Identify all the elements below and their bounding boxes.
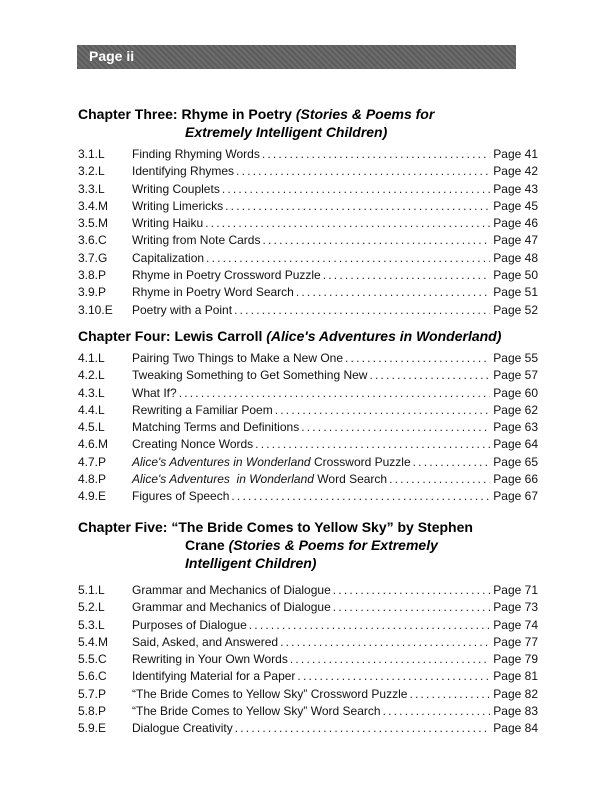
entry-code: 5.1.L	[78, 583, 105, 597]
entry-title: Identifying Material for a Paper	[132, 669, 296, 684]
entry-title	[132, 471, 387, 488]
chapter-title-line1: Chapter Five: “The Bride Comes to Yellow Sky” by Stephen	[78, 519, 473, 535]
entry-title: Writing Haiku	[132, 216, 204, 231]
page-label: Page ii	[89, 48, 135, 64]
toc-entry[interactable]	[78, 250, 538, 267]
toc-entry[interactable]	[78, 617, 538, 634]
chapter-title	[78, 518, 538, 572]
entry-title: Dialogue Creativity	[132, 721, 233, 736]
entry-page: Page 50	[493, 268, 538, 283]
dot-leader	[262, 146, 490, 163]
entry-page: Page 51	[493, 285, 538, 300]
chapter-title	[78, 105, 538, 141]
entry-title: Rhyme in Poetry Crossword Puzzle	[132, 268, 321, 283]
entry-page: Page 43	[493, 181, 538, 196]
entry-title: Rewriting a Familiar Poem	[132, 402, 273, 417]
chapter-title-italic: (Stories & Poems for	[295, 106, 435, 122]
toc-entry[interactable]	[78, 651, 538, 668]
chapter-title	[78, 327, 538, 345]
entry-page: Page 83	[493, 704, 538, 719]
dot-leader	[345, 350, 490, 367]
entry-code: 3.10.E	[78, 302, 113, 317]
toc-list	[78, 146, 538, 319]
dot-leader	[409, 686, 490, 703]
toc-entry[interactable]	[78, 720, 538, 737]
entry-code: 4.9.E	[78, 489, 107, 504]
toc-entry[interactable]	[78, 232, 538, 249]
entry-page: Page 45	[493, 198, 538, 213]
entry-page: Page 77	[493, 634, 538, 649]
entry-page: Page 52	[493, 302, 538, 317]
chapter-title-lead: Chapter Four: Lewis Carroll	[78, 328, 267, 344]
dot-leader	[413, 454, 491, 471]
dot-leader	[323, 267, 491, 284]
toc-entry[interactable]	[78, 419, 538, 436]
entry-code: 5.9.E	[78, 721, 107, 736]
toc-entry[interactable]	[78, 599, 538, 616]
entry-title: Poetry with a Point	[132, 302, 233, 317]
toc-entry[interactable]	[78, 215, 538, 232]
entry-title: Said, Asked, and Answered	[132, 634, 279, 649]
chapter-title-line3: Intelligent Children)	[185, 555, 317, 571]
entry-code: 5.6.C	[78, 669, 107, 684]
entry-title: Matching Terms and Definitions	[132, 420, 300, 435]
entry-title: Rhyme in Poetry Word Search	[132, 285, 294, 300]
entry-code: 4.1.L	[78, 351, 105, 365]
dot-leader	[296, 284, 490, 301]
entry-title-rest: Crossword Puzzle	[310, 454, 411, 469]
dot-leader	[231, 488, 490, 505]
entry-code: 3.1.L	[78, 147, 105, 161]
entry-title-rest: Word Search	[313, 472, 388, 487]
entry-title: What If?	[132, 385, 177, 400]
entry-title: Tweaking Something to Get Something New	[132, 368, 368, 383]
dot-leader	[236, 163, 490, 180]
entry-page: Page 74	[493, 617, 538, 632]
entry-code: 3.6.C	[78, 233, 107, 248]
chapter-title-italic: (Alice's Adventures in Wonderland)	[266, 328, 502, 344]
toc-entry[interactable]	[78, 471, 538, 488]
entry-code: 5.4.M	[78, 634, 109, 649]
entry-code: 4.6.M	[78, 437, 109, 452]
entry-title: Grammar and Mechanics of Dialogue	[132, 600, 331, 615]
entry-title-italic: Alice's Adventures in Wonderland	[132, 454, 311, 469]
entry-page: Page 71	[493, 583, 538, 597]
entry-page: Page 65	[493, 454, 538, 469]
dot-leader	[297, 668, 490, 685]
entry-page: Page 82	[493, 686, 538, 701]
entry-page: Page 73	[493, 600, 538, 615]
entry-title: Finding Rhyming Words	[132, 147, 260, 161]
entry-code: 3.2.L	[78, 164, 105, 179]
chapter-four	[78, 327, 538, 506]
toc-entry[interactable]	[78, 454, 538, 471]
entry-page: Page 57	[493, 368, 538, 383]
entry-title-italic: Alice's Adventures in Wonderland	[132, 472, 314, 487]
toc-entry[interactable]	[78, 350, 538, 367]
chapter-three	[78, 105, 538, 319]
entry-code: 4.5.L	[78, 420, 105, 435]
entry-title: Figures of Speech	[132, 489, 230, 504]
entry-title: Pairing Two Things to Make a New One	[132, 351, 343, 365]
chapter-five	[78, 518, 538, 738]
dot-leader	[333, 582, 491, 599]
dot-leader	[369, 367, 490, 384]
entry-title: Creating Nonce Words	[132, 437, 254, 452]
entry-page: Page 64	[493, 437, 538, 452]
chapter-title-lead: Chapter Three: Rhyme in Poetry	[78, 106, 296, 122]
dot-leader	[275, 402, 491, 419]
dot-leader	[249, 617, 491, 634]
entry-title: “The Bride Comes to Yellow Sky” Word Search	[132, 704, 381, 719]
toc-entry[interactable]	[78, 402, 538, 419]
toc-entry[interactable]	[78, 436, 538, 453]
entry-title: Writing Couplets	[132, 181, 220, 196]
entry-code: 5.3.L	[78, 617, 105, 632]
toc-entry[interactable]	[78, 686, 538, 703]
entry-page: Page 41	[493, 147, 538, 161]
dot-leader	[255, 436, 490, 453]
entry-page: Page 47	[493, 233, 538, 248]
toc-entry[interactable]	[78, 284, 538, 301]
dot-leader	[222, 181, 490, 198]
entry-page: Page 79	[493, 652, 538, 667]
toc-list	[78, 350, 538, 506]
entry-code: 4.7.P	[78, 454, 107, 469]
entry-page: Page 62	[493, 402, 538, 417]
entry-page: Page 63	[493, 420, 538, 435]
dot-leader	[179, 385, 491, 402]
chapter-title-line2	[78, 536, 538, 554]
entry-page: Page 46	[493, 216, 538, 231]
toc-entry[interactable]	[78, 181, 538, 198]
dot-leader	[262, 232, 490, 249]
toc-entry[interactable]	[78, 146, 538, 163]
dot-leader	[280, 634, 490, 651]
toc-entry[interactable]	[78, 163, 538, 180]
dot-leader	[290, 651, 490, 668]
entry-title: Grammar and Mechanics of Dialogue	[132, 583, 331, 597]
entry-title: Capitalization	[132, 250, 205, 265]
toc-entry[interactable]	[78, 488, 538, 505]
entry-page: Page 84	[493, 721, 538, 736]
toc-entry[interactable]	[78, 198, 538, 215]
entry-page: Page 60	[493, 385, 538, 400]
entry-code: 3.4.M	[78, 198, 109, 213]
toc-entry[interactable]	[78, 582, 538, 599]
entry-code: 5.5.C	[78, 652, 107, 667]
entry-code: 5.8.P	[78, 704, 107, 719]
dot-leader	[235, 720, 491, 737]
entry-title: Rewriting in Your Own Words	[132, 652, 288, 667]
dot-leader	[333, 599, 491, 616]
toc-entry[interactable]	[78, 267, 538, 284]
dot-leader	[383, 703, 491, 720]
entry-code: 5.2.L	[78, 600, 105, 615]
dot-leader	[301, 419, 490, 436]
toc-entry[interactable]	[78, 703, 538, 720]
entry-code: 3.3.L	[78, 181, 105, 196]
entry-title: Identifying Rhymes	[132, 164, 235, 179]
entry-code: 3.7.G	[78, 250, 108, 265]
toc-entry[interactable]	[78, 668, 538, 685]
entry-title	[132, 454, 411, 471]
entry-page: Page 48	[493, 250, 538, 265]
chapter-title-line2-plain: Crane	[185, 537, 229, 553]
page-header-bar	[77, 45, 516, 69]
dot-leader	[234, 302, 490, 319]
dot-leader	[225, 198, 490, 215]
chapter-title-italic-line2: Extremely Intelligent Children)	[185, 124, 388, 140]
entry-page: Page 55	[493, 351, 538, 365]
toc-list	[78, 582, 538, 738]
dot-leader	[206, 250, 490, 267]
entry-title: “The Bride Comes to Yellow Sky” Crossword Puzzle	[132, 686, 408, 701]
chapter-title-line2-italic: (Stories & Poems for Extremely	[228, 537, 438, 553]
entry-code: 5.7.P	[78, 686, 107, 701]
entry-title: Purposes of Dialogue	[132, 617, 247, 632]
entry-code: 3.9.P	[78, 285, 107, 300]
entry-title: Writing from Note Cards	[132, 233, 261, 248]
dot-leader	[389, 471, 490, 488]
entry-code: 4.2.L	[78, 368, 105, 383]
entry-code: 3.8.P	[78, 268, 107, 283]
entry-page: Page 81	[493, 669, 538, 684]
entry-page: Page 42	[493, 164, 538, 179]
toc-entry[interactable]	[78, 367, 538, 384]
entry-code: 4.8.P	[78, 472, 107, 487]
toc-entry[interactable]	[78, 385, 538, 402]
entry-page: Page 67	[493, 489, 538, 504]
entry-page: Page 66	[493, 472, 538, 487]
toc-entry[interactable]	[78, 302, 538, 319]
entry-code: 4.4.L	[78, 402, 105, 417]
entry-code: 4.3.L	[78, 385, 105, 400]
toc-entry[interactable]	[78, 634, 538, 651]
entry-code: 3.5.M	[78, 216, 109, 231]
dot-leader	[205, 215, 490, 232]
entry-title: Writing Limericks	[132, 198, 224, 213]
